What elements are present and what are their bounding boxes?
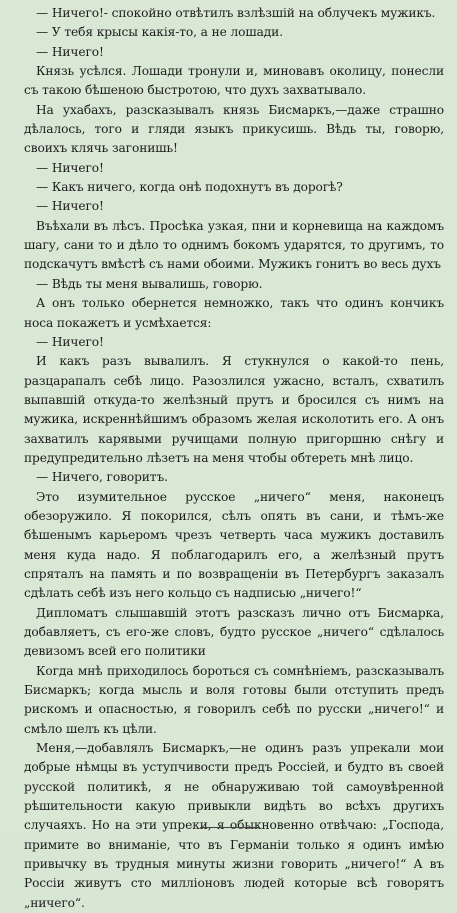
paragraph: Князь усѣлся. Лошади тронули и, миновавъ околицу, понесли съ такою бѣшеною быстротою, что духъ захватывало. (24, 64, 444, 98)
paragraph: А онъ только обернется немножко, такъ что одинъ кончикъ носа покажетъ и усмѣхается: (24, 296, 444, 330)
paragraph: Дипломатъ слышавшій этотъ разсказъ лично отъ Бисмарка, добавляетъ, съ его-же словъ, будто русское „ничего“ сдѣлалось девизомъ всей его политики (24, 605, 444, 659)
paragraph: — У тебя крысы какія-то, а не лошади. (36, 25, 283, 40)
paragraph: — Какъ ничего, когда онѣ подохнутъ въ дорогѣ? (36, 180, 343, 195)
section-divider (200, 827, 260, 828)
paragraph: — Ничего, говоритъ. (36, 470, 168, 485)
paragraph: Когда мнѣ приходилось бороться съ сомнѣніемъ, разсказывалъ Бисмаркъ; когда мысль и воля готовы были отступить предъ рискомъ и опасностью, я говорилъ себѣ по русски „ничего!“ и смѣло шелъ къ цѣли. (24, 663, 444, 736)
paragraph: — Ничего! (36, 334, 104, 349)
paragraph: — Ничего! (36, 199, 104, 214)
paragraph: — Вѣдь ты меня вывалишь, говорю. (36, 276, 263, 291)
paragraph: Это изумительное русское „ничего“ меня, наконецъ обезоружило. Я покорился, сѣлъ опять въ сани, и тѣмъ-же бѣшенымъ карьеромъ чрезъ четверть часа мужикъ доставилъ меня куда надо. Я поблагодарилъ его, а желѣзный прутъ спряталъ на память и по возвращеніи въ Петербургъ заказалъ сдѣлать себѣ изъ него кольцо съ надписью „ничего!“ (24, 489, 444, 601)
paragraph: — Ничего!- спокойно отвѣтилъ взлѣзшій на облучекъ мужикъ. (36, 6, 436, 20)
paragraph: И какъ разъ вывалилъ. Я стукнулся о какой-то пень, разцарапалъ себѣ лицо. Разозлился ужасно, всталъ, схватилъ выпавшій откуда-то желѣзный прутъ и бросился съ нимъ на мужика, искреннѣйшимъ образомъ желая исколотить его. А онъ захватилъ карявыми ручищами полную пригоршню снѣгу и предупредительно лѣзетъ на меня чтобы обтереть мнѣ лицо. (24, 354, 444, 465)
paragraph: Меня,—добавлялъ Бисмаркъ,—не одинъ разъ упрекали мои добрые нѣмцы въ уступчивости предъ Россіей, и будто въ своей русской политикѣ, я не обнаруживаю той самоувѣренной рѣшительности какую привыкли видѣть во всѣхъ другихъ случаяхъ. Но на эти упреки, я обыкновенно отвѣчаю: „Господа, примите во вниманіе, что въ Германіи только я одинъ имѣю привычку въ трудныя минуты жизни говорить „ничего!“ А въ Россіи живутъ сто милліоновъ людей которые всѣ говорятъ „ничего“. (24, 741, 444, 910)
paragraph: Въѣхали въ лѣсъ. Просѣка узкая, пни и корневища на каждомъ шагу, сани то и дѣло то однимъ бокомъ ударятся, то другимъ, то подскачутъ вмѣстѣ съ нами обоими. Мужикъ гонитъ во весь духъ (24, 218, 444, 272)
body-text (24, 4, 444, 913)
paragraph: — Ничего! (36, 160, 104, 175)
paragraph: На ухабахъ, разсказывалъ князь Бисмаркъ,—даже страшно дѣлалось, того и гляди языкъ прикусишь. Вѣдь ты, говорю, своихъ клячь загонишь! (24, 102, 444, 156)
paragraph: — Ничего! (36, 44, 104, 59)
